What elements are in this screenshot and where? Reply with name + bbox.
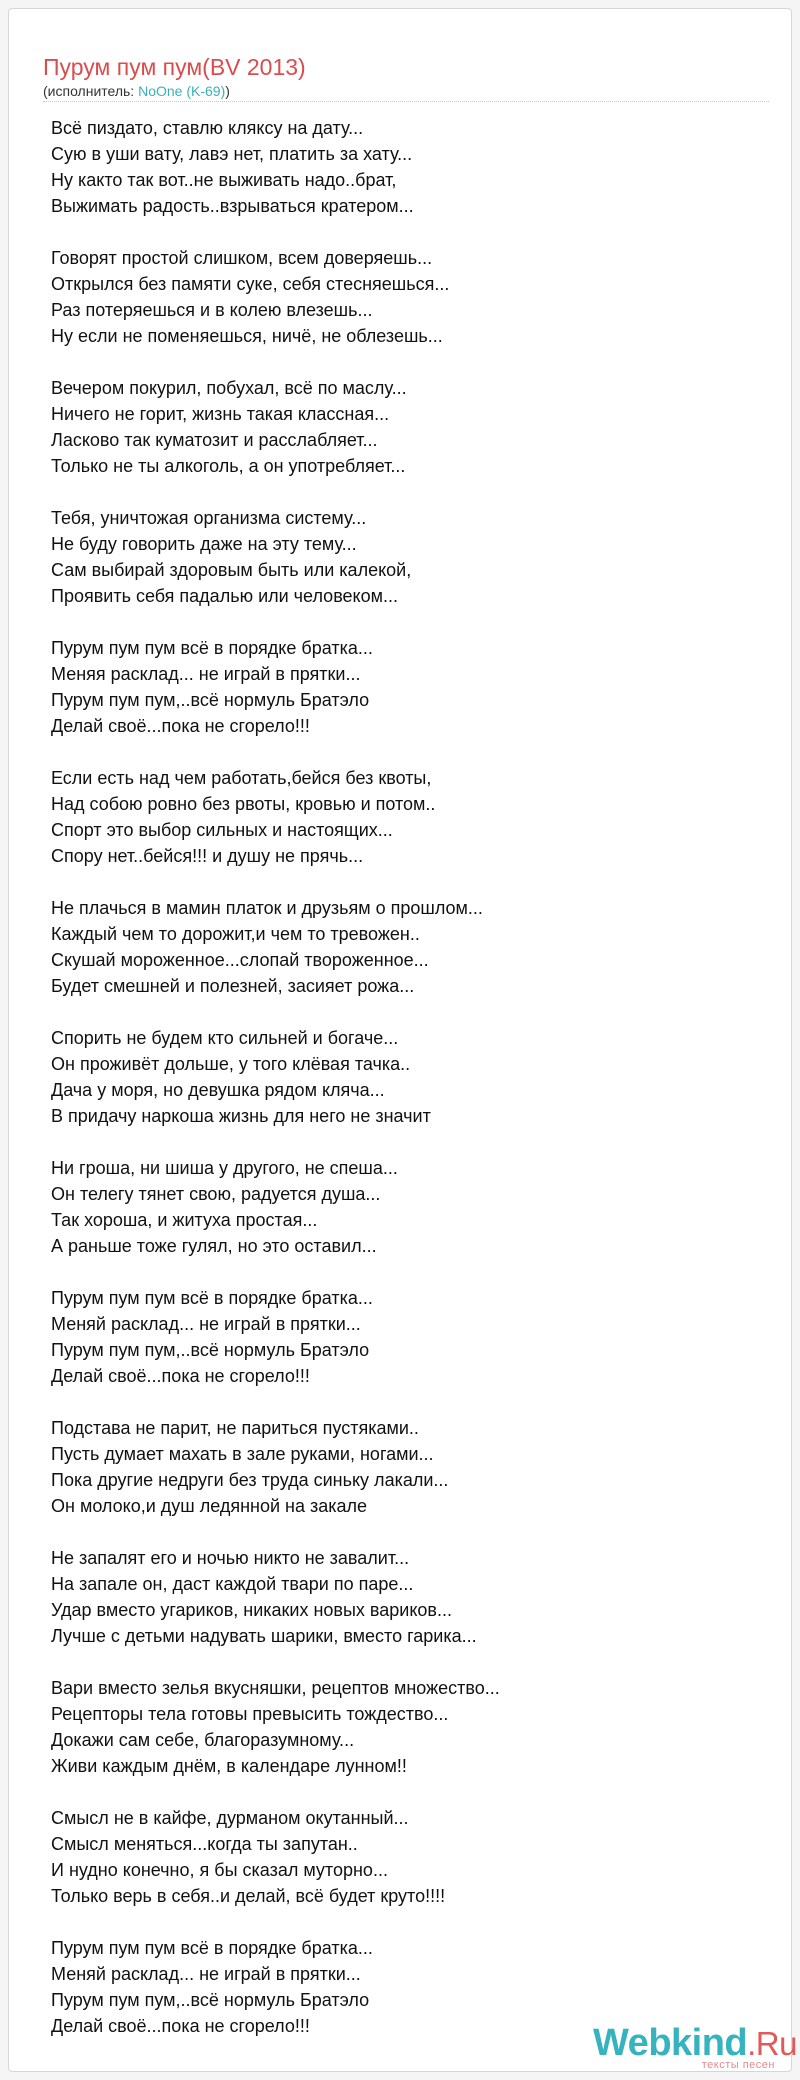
lyrics-line: Выжимать радость..взрываться кратером... bbox=[51, 196, 414, 216]
lyrics-verse bbox=[51, 765, 500, 869]
lyrics-line: Говорят простой слишком, всем доверяешь... bbox=[51, 248, 433, 268]
lyrics-line: Раз потеряешься и в колею влезешь... bbox=[51, 300, 373, 320]
lyrics-line: Не буду говорить даже на эту тему... bbox=[51, 534, 357, 554]
lyrics-line: Над собою ровно без рвоты, кровью и потом.. bbox=[51, 794, 436, 814]
lyrics-line: Пурум пум пум,..всё нормуль Братэло bbox=[51, 1340, 370, 1360]
lyrics-line: А раньше тоже гулял, но это оставил... bbox=[51, 1236, 377, 1256]
lyrics-line: Меняй расклад... не играй в прятки... bbox=[51, 1964, 361, 1984]
lyrics-line: Вечером покурил, побухал, всё по маслу... bbox=[51, 378, 407, 398]
lyrics-line: Так хороша, и житуха простая... bbox=[51, 1210, 318, 1230]
lyrics-verse bbox=[51, 505, 500, 609]
lyrics-verse bbox=[51, 245, 500, 349]
artist-link[interactable]: NoOne (K-69) bbox=[138, 83, 226, 99]
lyrics-line: Спорить не будем кто сильней и богаче... bbox=[51, 1028, 399, 1048]
lyrics-line: Ну если не поменяешься, ничё, не облезешь... bbox=[51, 326, 443, 346]
logo-tld-text: .Ru bbox=[747, 2025, 797, 2062]
lyrics-line: Вари вместо зелья вкусняшки, рецептов множество... bbox=[51, 1678, 500, 1698]
lyrics-line: Пурум пум пум всё в порядке братка... bbox=[51, 638, 373, 658]
lyrics-line: Если есть над чем работать,бейся без квоты, bbox=[51, 768, 432, 788]
lyrics-line: Пурум пум пум всё в порядке братка... bbox=[51, 1288, 373, 1308]
lyrics-line: Пурум пум пум,..всё нормуль Братэло bbox=[51, 690, 370, 710]
lyrics-line: Пурум пум пум всё в порядке братка... bbox=[51, 1938, 373, 1958]
lyrics-line: Пока другие недруги без труда синьку лакали... bbox=[51, 1470, 449, 1490]
lyrics-line: Он телегу тянет свою, радуется душа... bbox=[51, 1184, 381, 1204]
lyrics-verse bbox=[51, 635, 500, 739]
lyrics-line: Делай своё...пока не сгорело!!! bbox=[51, 1366, 310, 1386]
lyrics-line: Он молоко,и душ ледянной на закале bbox=[51, 1496, 368, 1516]
lyrics-line: Живи каждым днём, в календаре лунном!! bbox=[51, 1756, 407, 1776]
lyrics-line: На запале он, даст каждой твари по паре... bbox=[51, 1574, 414, 1594]
lyrics-line: Не запалят его и ночью никто не завалит... bbox=[51, 1548, 410, 1568]
lyrics-body bbox=[51, 115, 500, 2065]
lyrics-line: Меняя расклад... не играй в прятки... bbox=[51, 664, 361, 684]
lyrics-line: Он проживёт дольше, у того клёвая тачка.. bbox=[51, 1054, 411, 1074]
lyrics-line: Меняй расклад... не играй в прятки... bbox=[51, 1314, 361, 1334]
lyrics-verse bbox=[51, 115, 500, 219]
song-meta bbox=[43, 82, 230, 100]
lyrics-line: Сую в уши вату, лавэ нет, платить за хату... bbox=[51, 144, 413, 164]
site-logo[interactable] bbox=[593, 2021, 797, 2073]
lyrics-line: Будет смешней и полезней, засияет рожа... bbox=[51, 976, 415, 996]
lyrics-verse bbox=[51, 1805, 500, 1909]
lyrics-line: Ни гроша, ни шиша у другого, не спеша... bbox=[51, 1158, 398, 1178]
lyrics-verse bbox=[51, 895, 500, 999]
song-title: Пурум пум пум(BV 2013) bbox=[43, 54, 306, 80]
lyrics-verse bbox=[51, 375, 500, 479]
lyrics-line: Скушай мороженное...слопай твороженное... bbox=[51, 950, 429, 970]
lyrics-line: Сам выбирай здоровым быть или калекой, bbox=[51, 560, 412, 580]
lyrics-line: И нудно конечно, я бы сказал муторно... bbox=[51, 1860, 388, 1880]
lyrics-line: Лучше с детьми надувать шарики, вместо гарика... bbox=[51, 1626, 477, 1646]
lyrics-line: Тебя, уничтожая организма систему... bbox=[51, 508, 367, 528]
meta-prefix: (исполнитель: bbox=[43, 83, 139, 99]
lyrics-verse bbox=[51, 1935, 500, 2039]
lyrics-line: Докажи сам себе, благоразумному... bbox=[51, 1730, 355, 1750]
logo-tagline: тексты песен bbox=[701, 2059, 775, 2071]
lyrics-card bbox=[8, 8, 797, 2072]
lyrics-line: Только верь в себя..и делай, всё будет круто!!!! bbox=[51, 1886, 446, 1906]
lyrics-line: Проявить себя падалью или человеком... bbox=[51, 586, 399, 606]
lyrics-line: Открылся без памяти суке, себя стесняешься... bbox=[51, 274, 450, 294]
lyrics-line: Ничего не горит, жизнь такая классная... bbox=[51, 404, 390, 424]
lyrics-line: Всё пиздато, ставлю кляксу на дату... bbox=[51, 118, 364, 138]
lyrics-line: Смысл не в кайфе, дурманом окутанный... bbox=[51, 1808, 409, 1828]
lyrics-line: Пусть думает махать в зале руками, ногами... bbox=[51, 1444, 434, 1464]
lyrics-line: Ну както так вот..не выживать надо..брат, bbox=[51, 170, 397, 190]
title-divider bbox=[43, 101, 769, 102]
lyrics-line: Смысл меняться...когда ты запутан.. bbox=[51, 1834, 358, 1854]
lyrics-line: Пурум пум пум,..всё нормуль Братэло bbox=[51, 1990, 370, 2010]
logo-main-text: Webkind bbox=[593, 2022, 748, 2064]
lyrics-line: Не плачься в мамин платок и друзьям о прошлом... bbox=[51, 898, 483, 918]
meta-suffix: ) bbox=[225, 83, 230, 99]
lyrics-verse bbox=[51, 1285, 500, 1389]
lyrics-line: Удар вместо угариков, никаких новых вариков... bbox=[51, 1600, 453, 1620]
lyrics-line: Делай своё...пока не сгорело!!! bbox=[51, 716, 310, 736]
lyrics-verse bbox=[51, 1415, 500, 1519]
lyrics-line: Подстава не парит, не париться пустяками.. bbox=[51, 1418, 419, 1438]
lyrics-line: Делай своё...пока не сгорело!!! bbox=[51, 2016, 310, 2036]
lyrics-verse bbox=[51, 1545, 500, 1649]
lyrics-line: Дача у моря, но девушка рядом кляча... bbox=[51, 1080, 385, 1100]
lyrics-verse bbox=[51, 1675, 500, 1779]
lyrics-line: В придачу наркоша жизнь для него не значит bbox=[51, 1106, 431, 1126]
lyrics-verse bbox=[51, 1155, 500, 1259]
lyrics-line: Ласково так куматозит и расслабляет... bbox=[51, 430, 378, 450]
lyrics-line: Спорт это выбор сильных и настоящих... bbox=[51, 820, 393, 840]
lyrics-line: Каждый чем то дорожит,и чем то тревожен.. bbox=[51, 924, 420, 944]
lyrics-line: Рецепторы тела готовы превысить тождество... bbox=[51, 1704, 449, 1724]
lyrics-line: Спору нет..бейся!!! и душу не прячь... bbox=[51, 846, 364, 866]
lyrics-line: Только не ты алкоголь, а он употребляет... bbox=[51, 456, 406, 476]
lyrics-verse bbox=[51, 1025, 500, 1129]
